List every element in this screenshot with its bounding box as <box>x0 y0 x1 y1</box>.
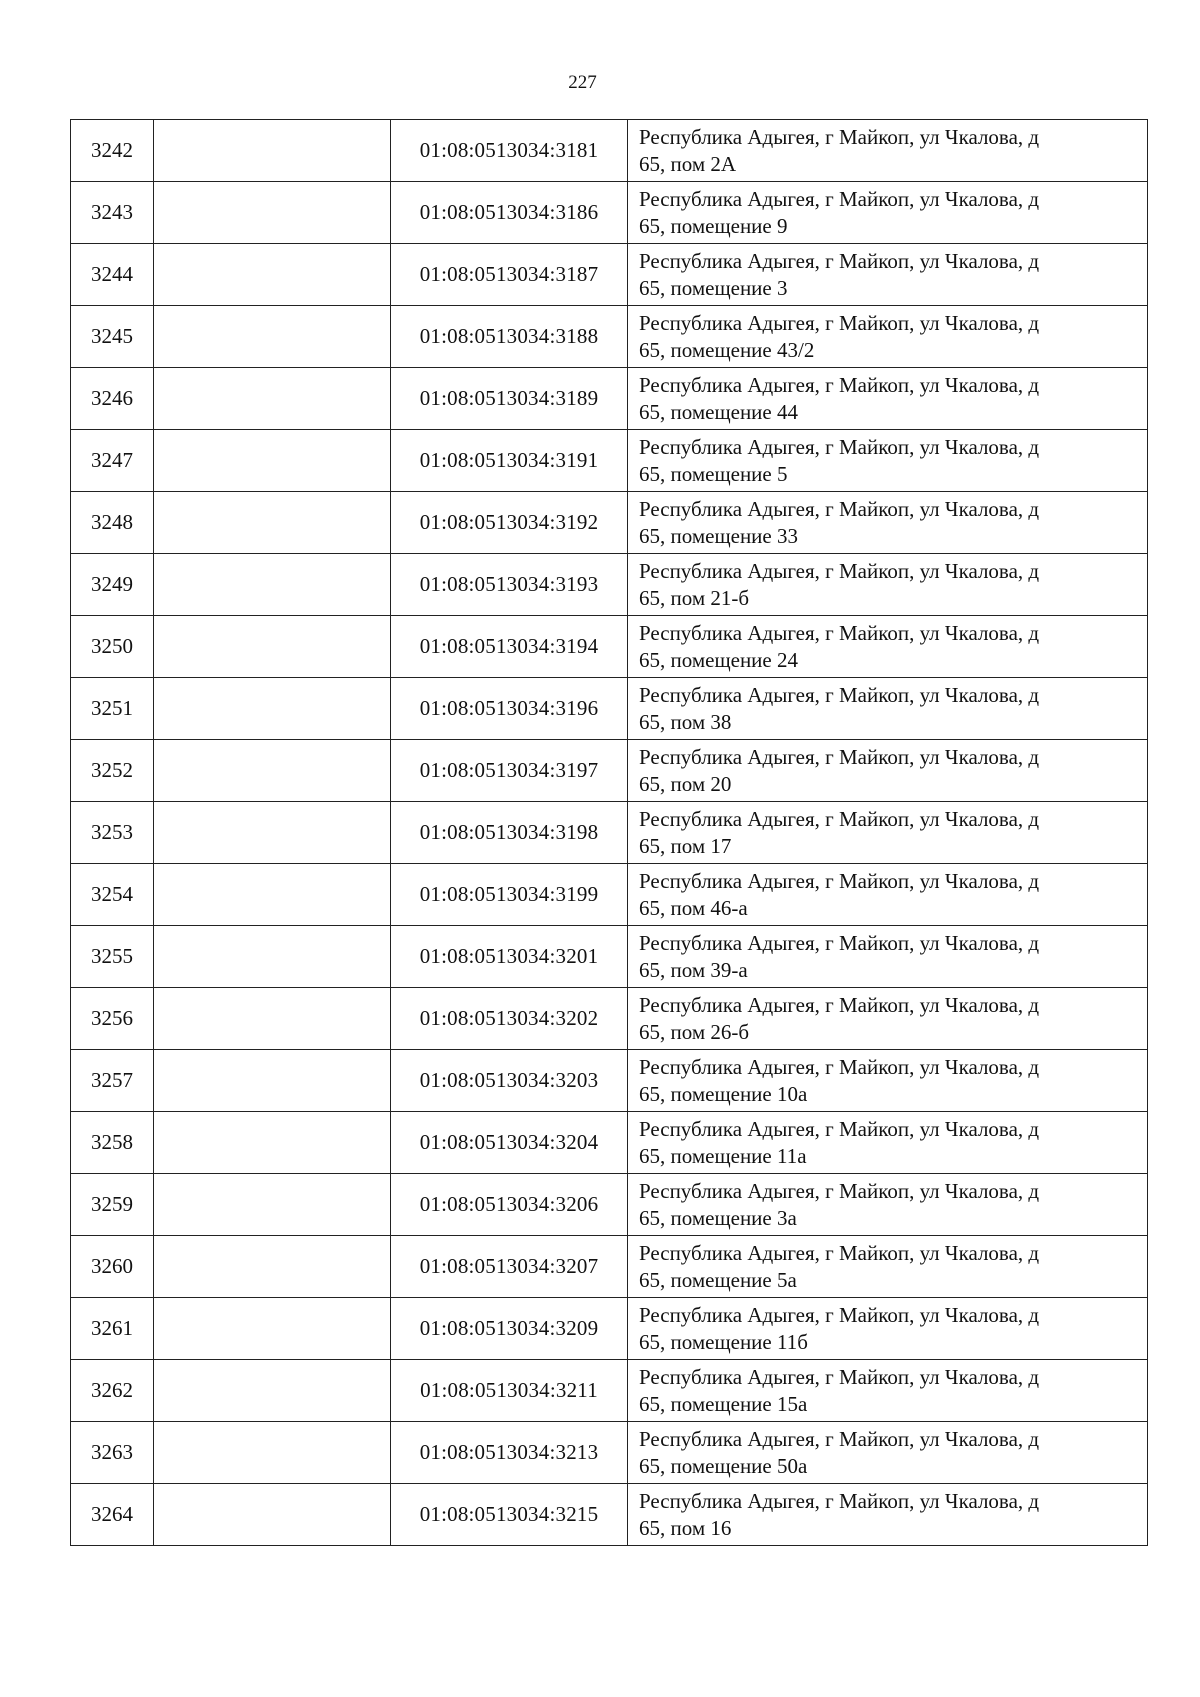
address-line-1: Республика Адыгея, г Майкоп, ул Чкалова, д <box>639 1488 1040 1513</box>
address-line-2: 65, помещение 43/2 <box>639 337 815 362</box>
empty-cell <box>154 1112 391 1174</box>
address-line-1: Республика Адыгея, г Майкоп, ул Чкалова, д <box>639 496 1040 521</box>
empty-cell <box>154 1298 391 1360</box>
address-line-2: 65, помещение 11а <box>639 1143 807 1168</box>
row-number-cell: 3258 <box>71 1112 154 1174</box>
address-line-1: Республика Адыгея, г Майкоп, ул Чкалова, д <box>639 1178 1040 1203</box>
empty-cell <box>154 616 391 678</box>
cadastral-number-cell: 01:08:0513034:3204 <box>391 1112 628 1174</box>
empty-cell <box>154 864 391 926</box>
address-cell <box>628 802 1148 864</box>
address-line-1: Республика Адыгея, г Майкоп, ул Чкалова, д <box>639 124 1040 149</box>
table-row <box>71 120 1148 182</box>
address-cell <box>628 1298 1148 1360</box>
table-row <box>71 182 1148 244</box>
cadastral-number-cell: 01:08:0513034:3215 <box>391 1484 628 1546</box>
address-line-1: Республика Адыгея, г Майкоп, ул Чкалова, д <box>639 558 1040 583</box>
table-row <box>71 1360 1148 1422</box>
address-line-2: 65, пом 16 <box>639 1515 732 1540</box>
empty-cell <box>154 1236 391 1298</box>
address-line-2: 65, пом 26-б <box>639 1019 750 1044</box>
address-line-1: Республика Адыгея, г Майкоп, ул Чкалова, д <box>639 310 1040 335</box>
address-cell <box>628 678 1148 740</box>
table-row <box>71 802 1148 864</box>
cadastral-number-cell: 01:08:0513034:3202 <box>391 988 628 1050</box>
cadastral-number-cell: 01:08:0513034:3192 <box>391 492 628 554</box>
address-line-2: 65, пом 46-а <box>639 895 748 920</box>
table-row <box>71 1236 1148 1298</box>
cadastral-number-cell: 01:08:0513034:3181 <box>391 120 628 182</box>
row-number-cell: 3261 <box>71 1298 154 1360</box>
cadastral-number-cell: 01:08:0513034:3213 <box>391 1422 628 1484</box>
address-line-1: Республика Адыгея, г Майкоп, ул Чкалова, д <box>639 1116 1040 1141</box>
cadastral-number-cell: 01:08:0513034:3191 <box>391 430 628 492</box>
address-cell <box>628 554 1148 616</box>
address-line-1: Республика Адыгея, г Майкоп, ул Чкалова, д <box>639 992 1040 1017</box>
address-line-1: Республика Адыгея, г Майкоп, ул Чкалова, д <box>639 1426 1040 1451</box>
table-row <box>71 864 1148 926</box>
address-line-2: 65, пом 20 <box>639 771 732 796</box>
table-row <box>71 1298 1148 1360</box>
row-number-cell: 3245 <box>71 306 154 368</box>
empty-cell <box>154 678 391 740</box>
address-cell <box>628 1050 1148 1112</box>
row-number-cell: 3242 <box>71 120 154 182</box>
address-cell <box>628 864 1148 926</box>
table-row <box>71 368 1148 430</box>
row-number-cell: 3262 <box>71 1360 154 1422</box>
table-row <box>71 678 1148 740</box>
address-cell <box>628 492 1148 554</box>
address-line-2: 65, пом 21-б <box>639 585 750 610</box>
address-line-2: 65, помещение 5 <box>639 461 788 486</box>
table-row <box>71 1422 1148 1484</box>
table-row <box>71 244 1148 306</box>
address-line-1: Республика Адыгея, г Майкоп, ул Чкалова, д <box>639 248 1040 273</box>
address-cell <box>628 430 1148 492</box>
empty-cell <box>154 802 391 864</box>
cadastral-number-cell: 01:08:0513034:3199 <box>391 864 628 926</box>
address-line-2: 65, пом 39-а <box>639 957 748 982</box>
cadastral-number-cell: 01:08:0513034:3198 <box>391 802 628 864</box>
table-row <box>71 1050 1148 1112</box>
row-number-cell: 3247 <box>71 430 154 492</box>
table-row <box>71 1112 1148 1174</box>
cadastral-number-cell: 01:08:0513034:3194 <box>391 616 628 678</box>
address-cell <box>628 1484 1148 1546</box>
cadastral-number-cell: 01:08:0513034:3188 <box>391 306 628 368</box>
row-number-cell: 3255 <box>71 926 154 988</box>
property-registry-table <box>70 119 1148 1546</box>
address-line-2: 65, помещение 3а <box>639 1205 797 1230</box>
empty-cell <box>154 1050 391 1112</box>
address-line-2: 65, пом 17 <box>639 833 732 858</box>
empty-cell <box>154 306 391 368</box>
cadastral-number-cell: 01:08:0513034:3196 <box>391 678 628 740</box>
address-line-2: 65, помещение 15а <box>639 1391 808 1416</box>
row-number-cell: 3243 <box>71 182 154 244</box>
address-line-1: Республика Адыгея, г Майкоп, ул Чкалова, д <box>639 930 1040 955</box>
table-row <box>71 616 1148 678</box>
address-cell <box>628 1360 1148 1422</box>
address-line-2: 65, помещение 11б <box>639 1329 808 1354</box>
address-line-1: Республика Адыгея, г Майкоп, ул Чкалова, д <box>639 806 1040 831</box>
row-number-cell: 3246 <box>71 368 154 430</box>
address-line-1: Республика Адыгея, г Майкоп, ул Чкалова, д <box>639 186 1040 211</box>
cadastral-number-cell: 01:08:0513034:3207 <box>391 1236 628 1298</box>
empty-cell <box>154 1360 391 1422</box>
table-row <box>71 306 1148 368</box>
table-row <box>71 1174 1148 1236</box>
address-cell <box>628 182 1148 244</box>
empty-cell <box>154 1174 391 1236</box>
address-line-1: Республика Адыгея, г Майкоп, ул Чкалова, д <box>639 1054 1040 1079</box>
address-cell <box>628 1174 1148 1236</box>
cadastral-number-cell: 01:08:0513034:3193 <box>391 554 628 616</box>
address-line-2: 65, помещение 44 <box>639 399 798 424</box>
empty-cell <box>154 430 391 492</box>
address-line-1: Республика Адыгея, г Майкоп, ул Чкалова, д <box>639 682 1040 707</box>
address-cell <box>628 244 1148 306</box>
cadastral-number-cell: 01:08:0513034:3211 <box>391 1360 628 1422</box>
address-line-2: 65, помещение 33 <box>639 523 798 548</box>
empty-cell <box>154 120 391 182</box>
cadastral-number-cell: 01:08:0513034:3206 <box>391 1174 628 1236</box>
address-line-2: 65, пом 38 <box>639 709 732 734</box>
address-cell <box>628 988 1148 1050</box>
cadastral-number-cell: 01:08:0513034:3187 <box>391 244 628 306</box>
row-number-cell: 3263 <box>71 1422 154 1484</box>
empty-cell <box>154 740 391 802</box>
page-number: 227 <box>568 72 597 93</box>
address-line-2: 65, помещение 3 <box>639 275 788 300</box>
cadastral-number-cell: 01:08:0513034:3197 <box>391 740 628 802</box>
address-line-1: Республика Адыгея, г Майкоп, ул Чкалова, д <box>639 1302 1040 1327</box>
address-cell <box>628 120 1148 182</box>
table-row <box>71 740 1148 802</box>
address-cell <box>628 616 1148 678</box>
empty-cell <box>154 368 391 430</box>
cadastral-number-cell: 01:08:0513034:3189 <box>391 368 628 430</box>
address-line-1: Республика Адыгея, г Майкоп, ул Чкалова, д <box>639 868 1040 893</box>
table-row <box>71 430 1148 492</box>
address-line-1: Республика Адыгея, г Майкоп, ул Чкалова, д <box>639 372 1040 397</box>
row-number-cell: 3257 <box>71 1050 154 1112</box>
address-line-2: 65, помещение 50а <box>639 1453 808 1478</box>
row-number-cell: 3252 <box>71 740 154 802</box>
empty-cell <box>154 1484 391 1546</box>
row-number-cell: 3251 <box>71 678 154 740</box>
empty-cell <box>154 182 391 244</box>
cadastral-number-cell: 01:08:0513034:3203 <box>391 1050 628 1112</box>
address-cell <box>628 368 1148 430</box>
row-number-cell: 3256 <box>71 988 154 1050</box>
address-cell <box>628 926 1148 988</box>
table-row <box>71 492 1148 554</box>
address-cell <box>628 740 1148 802</box>
address-line-2: 65, пом 2А <box>639 151 737 176</box>
row-number-cell: 3248 <box>71 492 154 554</box>
row-number-cell: 3259 <box>71 1174 154 1236</box>
row-number-cell: 3249 <box>71 554 154 616</box>
address-cell <box>628 1422 1148 1484</box>
empty-cell <box>154 244 391 306</box>
address-line-1: Республика Адыгея, г Майкоп, ул Чкалова, д <box>639 744 1040 769</box>
address-cell <box>628 306 1148 368</box>
table-body <box>71 120 1148 1546</box>
address-line-1: Республика Адыгея, г Майкоп, ул Чкалова, д <box>639 1240 1040 1265</box>
row-number-cell: 3253 <box>71 802 154 864</box>
address-line-2: 65, помещение 9 <box>639 213 788 238</box>
row-number-cell: 3260 <box>71 1236 154 1298</box>
table-row <box>71 926 1148 988</box>
empty-cell <box>154 1422 391 1484</box>
address-cell <box>628 1236 1148 1298</box>
address-line-1: Республика Адыгея, г Майкоп, ул Чкалова, д <box>639 1364 1040 1389</box>
row-number-cell: 3264 <box>71 1484 154 1546</box>
empty-cell <box>154 988 391 1050</box>
row-number-cell: 3250 <box>71 616 154 678</box>
address-line-1: Республика Адыгея, г Майкоп, ул Чкалова, д <box>639 620 1040 645</box>
address-cell <box>628 1112 1148 1174</box>
address-line-2: 65, помещение 5а <box>639 1267 797 1292</box>
row-number-cell: 3254 <box>71 864 154 926</box>
address-line-2: 65, помещение 24 <box>639 647 798 672</box>
address-line-2: 65, помещение 10а <box>639 1081 808 1106</box>
row-number-cell: 3244 <box>71 244 154 306</box>
table-row <box>71 1484 1148 1546</box>
empty-cell <box>154 554 391 616</box>
cadastral-number-cell: 01:08:0513034:3209 <box>391 1298 628 1360</box>
empty-cell <box>154 492 391 554</box>
cadastral-number-cell: 01:08:0513034:3186 <box>391 182 628 244</box>
address-line-1: Республика Адыгея, г Майкоп, ул Чкалова, д <box>639 434 1040 459</box>
cadastral-number-cell: 01:08:0513034:3201 <box>391 926 628 988</box>
empty-cell <box>154 926 391 988</box>
table-row <box>71 554 1148 616</box>
table-row <box>71 988 1148 1050</box>
